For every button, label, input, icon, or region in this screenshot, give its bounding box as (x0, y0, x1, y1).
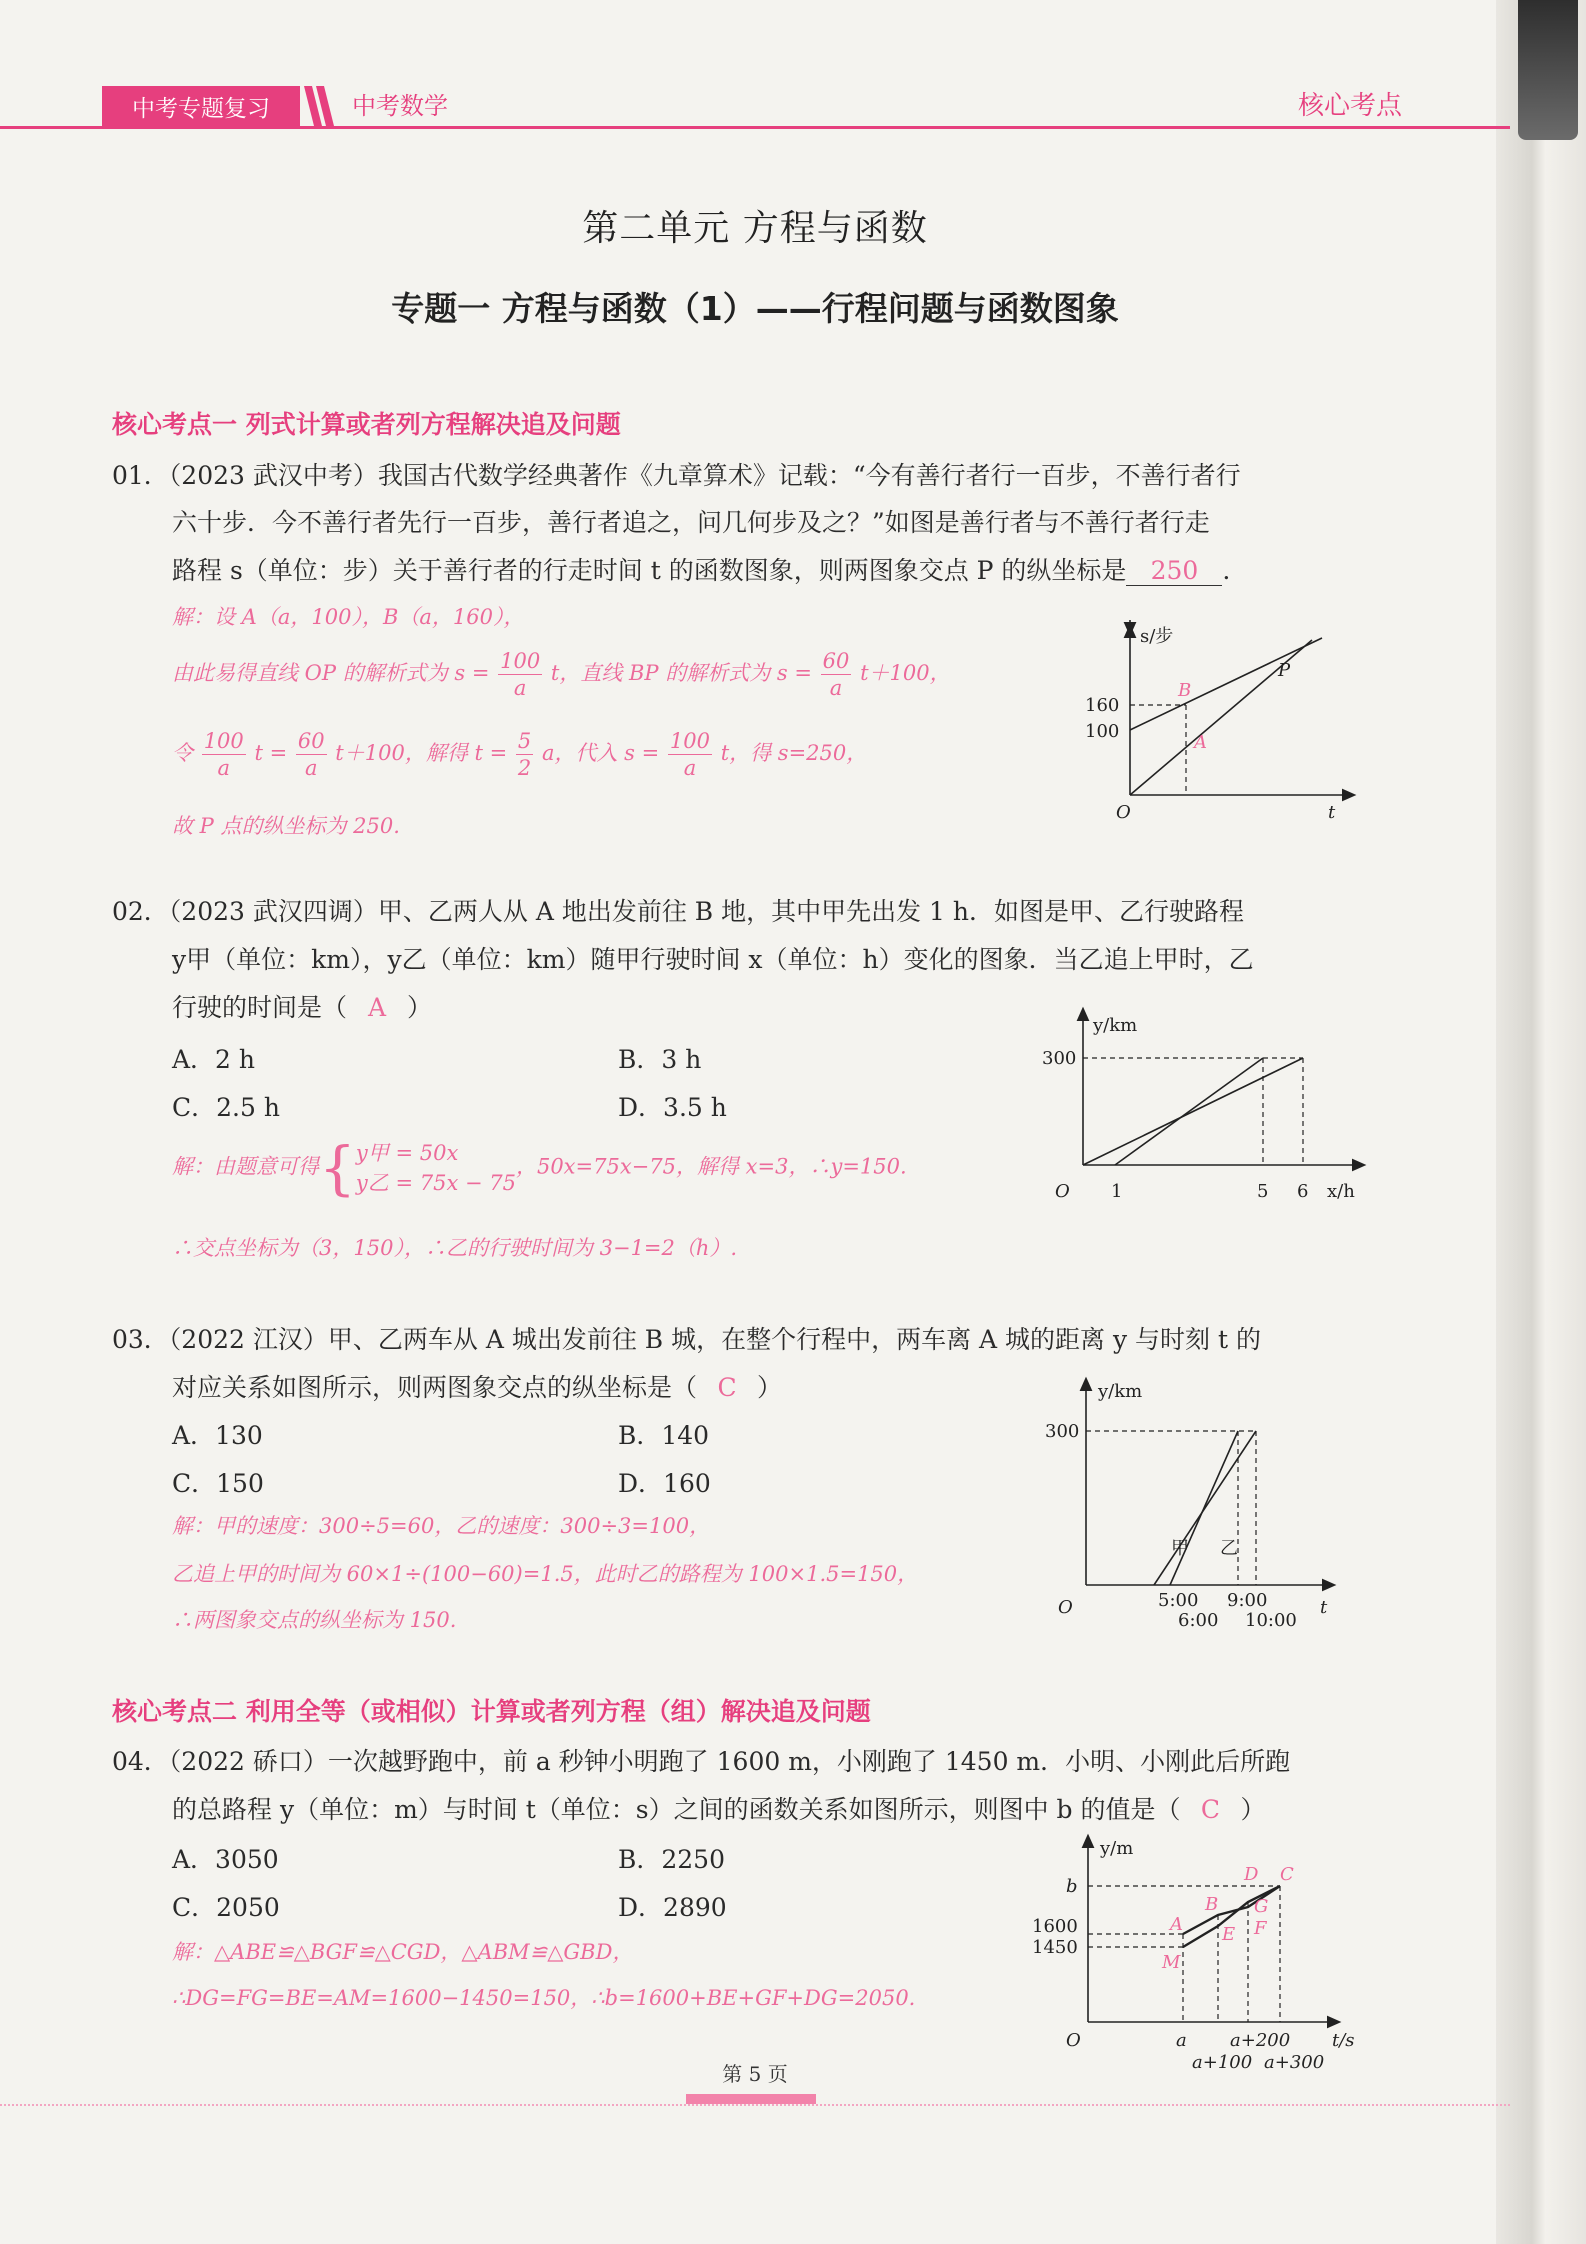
tick-300: 300 (1042, 1048, 1077, 1069)
q3-graph (1040, 1375, 1370, 1635)
point-b-label: B (1178, 680, 1192, 701)
fraction-numerator: 60 (822, 649, 850, 673)
fraction (821, 648, 852, 701)
q4-line-2 (172, 1790, 1266, 1826)
y-axis-label: y/km (1093, 1015, 1138, 1036)
fraction (516, 728, 533, 781)
q2-sol1-text-b: ，50x=75x−75，解得 x=3，∴y=150. (515, 1154, 907, 1179)
q3-line-1: 03．（2022 江汉）甲、乙两车从 A 城出发前往 B 城，在整个行程中，两车离 A 城的距离 y 与时刻 t 的 (112, 1325, 1262, 1354)
yi-label: 乙 (1220, 1538, 1238, 1559)
q4-option-b: B．2250 (618, 1845, 725, 1874)
q1-stem-text: 路程 s（单位：步）关于善行者的行走时间 t 的函数图象，则两图象交点 P 的纵坐标是 (172, 556, 1127, 585)
fraction-denominator: 2 (517, 756, 532, 780)
section-heading-2: 核心考点二 利用全等（或相似）计算或者列方程（组）解决追及问题 (112, 1697, 871, 1726)
q1-sol3-text-a: 令 (172, 741, 193, 765)
fraction-denominator: a (513, 676, 527, 700)
q1-sol2-text-b: t，直线 BP 的解析式为 s = (550, 661, 812, 685)
q1-sol3-text-d: a，代入 s = (541, 741, 660, 765)
q1-line-1: 01．（2023 武汉中考）我国古代数学经典著作《九章算术》记载：“今有善行者行一百步，不善行者行 (112, 461, 1241, 490)
point-c-label: C (1280, 1864, 1294, 1885)
q4-option-d: D．2890 (618, 1893, 727, 1922)
page-header (0, 74, 1510, 132)
q2-line-1: 02．（2023 武汉四调）甲、乙两人从 A 地出发前往 B 地，其中甲先出发 1 h．如图是甲、乙行驶路程 (112, 897, 1244, 926)
q3-stem-text: 对应关系如图所示，则两图象交点的纵坐标是（ (172, 1373, 698, 1402)
q1-line-2: 六十步．今不善行者先行一百步，善行者追之，问几何步及之？”如图是善行者与不善行者行走 (172, 508, 1210, 537)
q3-answer: C (717, 1373, 737, 1402)
fraction-numerator: 100 (500, 649, 541, 673)
q2-option-d: D．3.5 h (618, 1093, 727, 1122)
line-jia (1083, 1058, 1303, 1165)
point-e-label: E (1222, 1924, 1236, 1945)
q1-solution-4: 故 P 点的纵坐标为 250. (172, 814, 400, 838)
point-m-label: M (1162, 1952, 1181, 1973)
section-heading-1: 核心考点一 列式计算或者列方程解决追及问题 (112, 410, 621, 439)
fraction-numerator: 100 (203, 729, 244, 753)
tick-300: 300 (1045, 1421, 1080, 1442)
q3-option-b: B．140 (618, 1421, 710, 1450)
fraction-numerator: 60 (297, 729, 325, 753)
x-axis-label: t (1328, 802, 1336, 823)
tick-1450: 1450 (1032, 1937, 1078, 1958)
fraction-denominator: a (683, 756, 697, 780)
footer-accent-bar (686, 2094, 816, 2104)
line-bp (1130, 638, 1322, 730)
q2-option-a: A．2 h (172, 1045, 256, 1074)
fraction-denominator: a (304, 756, 318, 780)
line-yi (1115, 1058, 1263, 1165)
tick-10-00: 10:00 (1245, 1610, 1297, 1631)
q1-sol3-text-c: t＋100，解得 t = (335, 741, 508, 765)
tick-5-00: 5:00 (1158, 1590, 1199, 1611)
q2-stem-text: 行驶的时间是（ (172, 993, 348, 1022)
x-axis-label: t/s (1332, 2030, 1355, 2051)
point-b-label: B (1205, 1894, 1219, 1915)
series-badge: 中考专题复习 (102, 86, 300, 126)
q4-line-1: 04．（2022 硚口）一次越野跑中，前 a 秒钟小明跑了 1600 m，小刚跑了 1450 m．小明、小刚此后所跑 (112, 1747, 1291, 1776)
equation-system (356, 1138, 516, 1198)
x-axis-label: t (1320, 1597, 1328, 1618)
q4-stem-end: ） (1240, 1795, 1266, 1824)
q2-option-c: C．2.5 h (172, 1093, 280, 1122)
y-axis-label: s/步 (1140, 626, 1174, 647)
y-axis-label: y/km (1098, 1381, 1143, 1402)
q4-graph (1030, 1832, 1380, 2073)
tick-5: 5 (1257, 1181, 1269, 1202)
q4-solution-1: 解：△ABE≌△BGF≌△CGD，△ABM≌△GBD， (172, 1940, 634, 1964)
q2-line-3 (172, 988, 432, 1024)
fraction (668, 728, 712, 781)
q1-answer-blank: 250 (1126, 556, 1222, 586)
tick-a-100: a+100 (1192, 2052, 1253, 2073)
fraction-numerator: 100 (669, 729, 710, 753)
q2-option-b: B．3 h (618, 1045, 702, 1074)
fraction (296, 728, 327, 781)
point-p-label: P (1278, 660, 1291, 681)
q3-option-d: D．160 (618, 1469, 711, 1498)
brace-symbol: { (319, 1134, 356, 1202)
tick-6-00: 6:00 (1178, 1610, 1219, 1631)
q4-solution-2: ∴DG=FG=BE=AM=1600−1450=150，∴b=1600+BE+GF+DG=2050. (172, 1986, 916, 2010)
origin-label: O (1058, 1597, 1073, 1618)
x-axis-label: x/h (1327, 1181, 1355, 1202)
line-jia (1154, 1431, 1256, 1585)
binder-tab (1518, 0, 1578, 140)
topic-title: 专题一 方程与函数（1）——行程问题与函数图象 (391, 289, 1119, 328)
q2-solution-1 (172, 1134, 907, 1202)
tick-9-00: 9:00 (1227, 1590, 1268, 1611)
q1-sol3-text-b: t = (254, 741, 288, 765)
q4-option-a: A．3050 (172, 1845, 279, 1874)
q2-line-2: y甲（单位：km），y乙（单位：km）随甲行驶时间 x（单位：h）变化的图象．当乙追上甲时，乙 (172, 945, 1254, 974)
jia-label: 甲 (1171, 1538, 1189, 1559)
section-type-label: 核心考点 (1297, 91, 1402, 121)
q2-solution-2: ∴交点坐标为（3，150），∴乙的行驶时间为 3−1=2（h）. (172, 1236, 738, 1260)
header-rule (0, 126, 1510, 129)
point-a-label: A (1194, 732, 1207, 753)
q4-option-c: C．2050 (172, 1893, 280, 1922)
point-a-label: A (1170, 1914, 1183, 1935)
q3-line-2 (172, 1368, 782, 1404)
footer-dotted-rule (0, 2104, 1510, 2106)
q4-stem-text: 的总路程 y（单位：m）与时间 t（单位：s）之间的函数关系如图所示，则图中 b 的值是（ (172, 1795, 1181, 1824)
point-f-label: F (1254, 1918, 1267, 1939)
q1-solution-2 (172, 648, 951, 701)
tick-1: 1 (1111, 1181, 1123, 1202)
q1-sol3-text-e: t，得 s=250， (720, 741, 868, 765)
q4-answer: C (1200, 1795, 1221, 1824)
origin-label: O (1055, 1181, 1070, 1202)
q1-sol2-text-c: t＋100， (860, 661, 951, 685)
q3-solution-3: ∴两图象交点的纵坐标为 150. (172, 1608, 457, 1632)
fraction (498, 648, 542, 701)
tick-100: 100 (1085, 721, 1120, 742)
tick-a-200: a+200 (1230, 2030, 1291, 2051)
q1-sol2-text-a: 由此易得直线 OP 的解析式为 s = (172, 661, 490, 685)
subject-label: 中考数学 (352, 92, 448, 120)
q1-solution-3 (172, 728, 867, 781)
unit-title: 第二单元 方程与函数 (582, 208, 928, 249)
q2-sol1-text: 解：由题意可得 (172, 1154, 319, 1179)
equation-1: y甲 = 50x (355, 1141, 459, 1165)
origin-label: O (1066, 2030, 1081, 2051)
fraction-numerator: 5 (517, 729, 532, 753)
tick-a-300: a+300 (1264, 2052, 1325, 2073)
q3-solution-1: 解：甲的速度：300÷5=60，乙的速度：300÷3=100， (172, 1514, 711, 1538)
fraction-denominator: a (829, 676, 843, 700)
q2-graph (1035, 1005, 1375, 1215)
q1-graph (1060, 620, 1360, 823)
tick-a: a (1176, 2030, 1187, 2051)
q3-option-c: C．150 (172, 1469, 264, 1498)
point-d-label: D (1244, 1864, 1259, 1885)
q1-solution-1: 解：设 A（a，100），B（a，160）， (172, 605, 525, 629)
slash-divider-icon (300, 86, 340, 126)
equation-2: y乙 = 75x − 75 (355, 1171, 516, 1195)
q3-solution-2: 乙追上甲的时间为 60×1÷(100−60)=1.5，此时乙的路程为 100×1.5=150， (172, 1562, 919, 1586)
tick-160: 160 (1085, 695, 1120, 716)
tick-6: 6 (1297, 1181, 1309, 1202)
line-yi (1170, 1431, 1238, 1585)
y-axis-label: y/m (1100, 1838, 1134, 1859)
q1-line-3: 路程 s（单位：步）关于善行者的行走时间 t 的函数图象，则两图象交点 P 的纵坐标是 250 ． (172, 556, 1248, 585)
tick-1600: 1600 (1032, 1916, 1078, 1937)
q3-option-a: A．130 (172, 1421, 263, 1450)
fraction-denominator: a (217, 756, 230, 780)
q3-stem-end: ） (757, 1373, 783, 1402)
q2-answer: A (367, 993, 387, 1022)
fraction (202, 728, 246, 781)
origin-label: O (1116, 802, 1131, 823)
point-g-label: G (1254, 1896, 1269, 1917)
q2-stem-end: ） (407, 993, 433, 1022)
page-number: 第 5 页 (722, 2062, 788, 2086)
tick-b: b (1066, 1876, 1078, 1897)
page-edge (1496, 0, 1586, 2244)
